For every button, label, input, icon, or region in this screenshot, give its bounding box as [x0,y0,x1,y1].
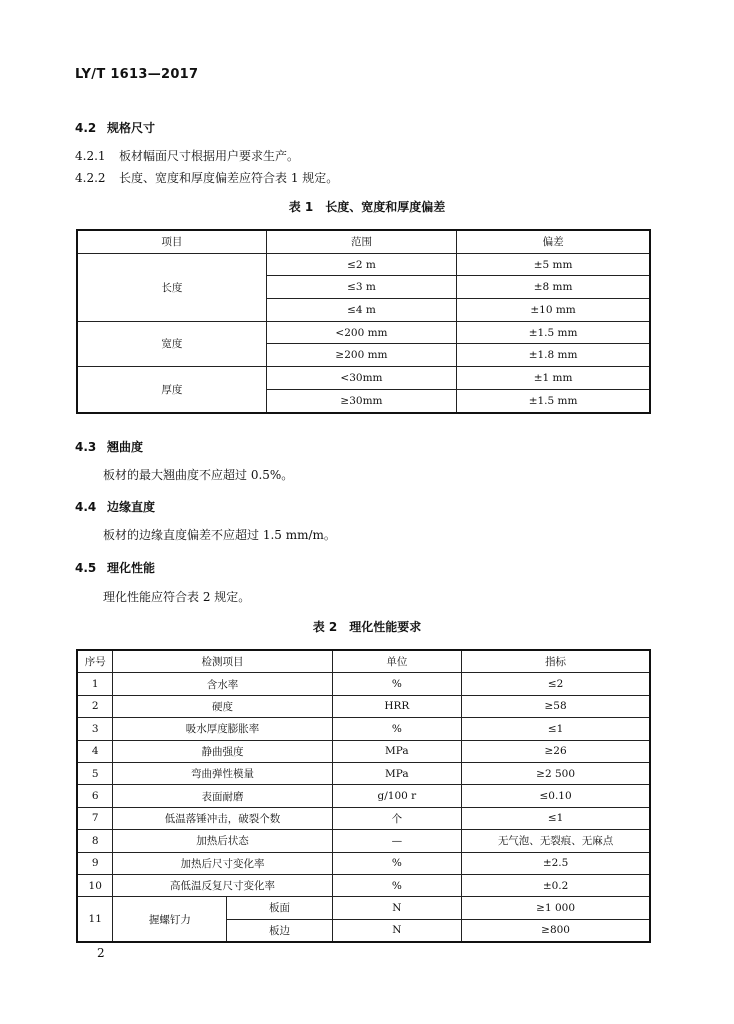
unit-cell: % [332,673,462,695]
section-4-3-text: 板材的最大翘曲度不应超过 0.5%。 [103,468,294,482]
row-number-cell: 1 [77,673,113,695]
section-4-3-heading [75,438,143,455]
sub-item-cell: 板边 [268,924,290,937]
unit-cell: % [332,874,462,896]
requirement-cell: 无气泡、无裂痕、无麻点 [462,830,650,852]
table2-caption: 表 2 理化性能要求 [312,620,422,634]
range-cell: ≤3 m [266,276,456,299]
column-header: 范围 [266,230,456,253]
requirement-cell: ≤1 [462,718,650,740]
test-item-cell: 加热后尺寸变化率 [113,852,332,874]
clause-text: 板材幅面尺寸根据用户要求生产。 [119,149,300,163]
section-4-4-text: 板材的边缘直度偏差不应超过 1.5 mm/m。 [103,528,336,542]
table-row [77,830,650,852]
table-header-row [77,230,650,253]
section-number: 4.4 [75,500,97,514]
unit-cell: % [332,718,462,740]
test-item-cell: 表面耐磨 [113,785,332,807]
unit-cell: MPa [332,762,462,784]
test-item-cell [113,897,332,942]
tolerance-cell: ±1.5 mm [457,389,650,412]
row-number-cell: 8 [77,830,113,852]
unit-cell: 个 [332,807,462,829]
section-title: 理化性能 [107,561,156,575]
section-number: 4.2 [75,121,97,135]
tolerance-cell: ±1.8 mm [457,344,650,367]
column-header: 偏差 [457,230,650,253]
row-number-cell: 9 [77,852,113,874]
range-cell: ≤4 m [266,299,456,322]
range-cell: <30mm [266,367,456,390]
unit-cell: g/100 r [332,785,462,807]
test-item-cell: 含水率 [113,673,332,695]
requirement-cell: ≥26 [462,740,650,762]
column-header: 单位 [332,650,462,673]
tolerance-cell: ±10 mm [457,299,650,322]
range-cell: <200 mm [266,321,456,344]
row-number-cell: 2 [77,695,113,717]
test-item-cell: 低温落锤冲击，破裂个数 [113,807,332,829]
table-row [77,718,650,740]
row-number-cell: 6 [77,785,113,807]
range-cell: ≥200 mm [266,344,456,367]
row-number-cell: 7 [77,807,113,829]
table1 [76,229,651,414]
requirement-cell: ≥800 [462,919,650,942]
column-header: 指标 [462,650,650,673]
merged-item-label: 握螺钉力 [113,897,226,941]
column-header: 序号 [77,650,113,673]
clause-4-2-2 [75,169,338,186]
section-number: 4.5 [75,561,97,575]
range-cell: ≥30mm [266,389,456,412]
clause-number: 4.2.1 [75,149,106,163]
column-header: 检测项目 [113,650,332,673]
page-number: 2 [97,946,105,960]
table2 [76,649,651,943]
test-item-cell: 静曲强度 [113,740,332,762]
section-title: 翘曲度 [107,440,144,454]
table-row [77,673,650,695]
table-row [77,740,650,762]
table-row [77,253,650,276]
section-title: 规格尺寸 [107,121,156,135]
row-number-cell: 5 [77,762,113,784]
section-4-2-heading [75,119,155,136]
table-row [77,695,650,717]
group-label: 宽度 [77,321,266,366]
table-row [77,321,650,344]
tolerance-cell: ±1 mm [457,367,650,390]
requirement-cell: ≤1 [462,807,650,829]
range-cell: ≤2 m [266,253,456,276]
sub-item-cell: 板面 [227,897,332,919]
table1-caption: 表 1 长度、宽度和厚度偏差 [288,200,446,214]
group-label: 厚度 [77,367,266,413]
table-row [77,762,650,784]
requirement-cell: ≥58 [462,695,650,717]
table-row [77,367,650,390]
column-header: 项目 [77,230,266,253]
requirement-cell: ≤2 [462,673,650,695]
test-item-cell: 加热后状态 [113,830,332,852]
table-row [77,807,650,829]
requirement-cell: ±2.5 [462,852,650,874]
unit-cell: MPa [332,740,462,762]
document-header: LY/T 1613—2017 [75,67,199,82]
unit-cell: HRR [332,695,462,717]
row-number-cell: 3 [77,718,113,740]
table-header-row [77,650,650,673]
requirement-cell: ≥2 500 [462,762,650,784]
unit-cell: — [332,830,462,852]
table-row [77,852,650,874]
tolerance-cell: ±5 mm [457,253,650,276]
table-row [77,874,650,896]
section-4-5-heading [75,559,155,576]
row-number-cell: 11 [77,897,113,942]
section-4-5-text: 理化性能应符合表 2 规定。 [103,590,251,604]
test-item-cell: 硬度 [113,695,332,717]
requirement-cell: ±0.2 [462,874,650,896]
unit-cell: N [332,919,462,942]
clause-4-2-1 [75,147,299,164]
requirement-cell: ≤0.10 [462,785,650,807]
section-title: 边缘直度 [107,500,156,514]
unit-cell: % [332,852,462,874]
tolerance-cell: ±1.5 mm [457,321,650,344]
test-item-cell: 吸水厚度膨胀率 [113,718,332,740]
clause-number: 4.2.2 [75,171,106,185]
row-number-cell: 10 [77,874,113,896]
unit-cell: N [332,897,462,919]
section-number: 4.3 [75,440,97,454]
test-item-cell: 弯曲弹性模量 [113,762,332,784]
tolerance-cell: ±8 mm [457,276,650,299]
clause-text: 长度、宽度和厚度偏差应符合表 1 规定。 [119,171,339,185]
section-4-4-heading [75,498,155,515]
requirement-cell: ≥1 000 [462,897,650,919]
row-number-cell: 4 [77,740,113,762]
group-label: 长度 [77,253,266,321]
table-row [77,785,650,807]
test-item-cell: 高低温反复尺寸变化率 [113,874,332,896]
table-row [77,897,650,919]
